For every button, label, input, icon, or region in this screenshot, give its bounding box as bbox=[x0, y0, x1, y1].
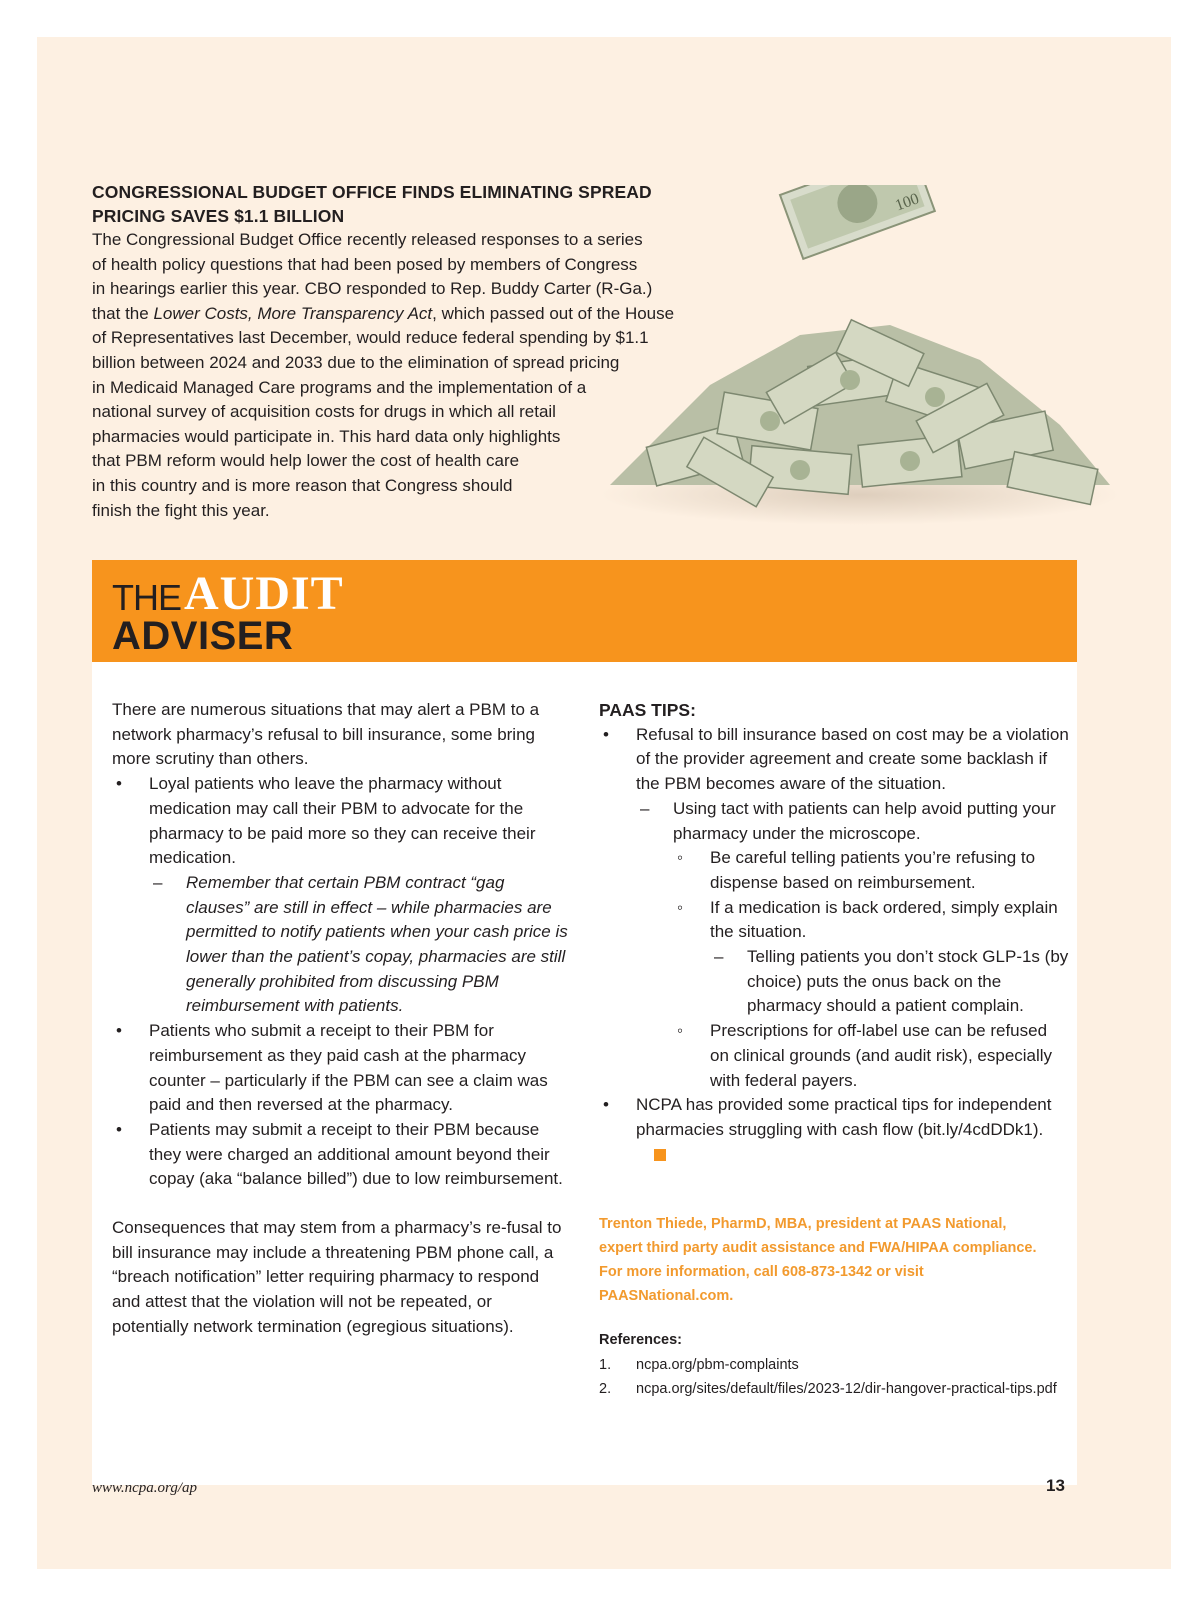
consequences-paragraph: Consequences that may stem from a pharmacy’s re-fusal to bill insurance may include a threatening PBM phone call, a “breach notification” letter requiring pharmacy to respond and attest that the violation will not be repeated, or potentially network termination (egregious situations). bbox=[112, 1218, 562, 1336]
right-column bbox=[599, 698, 1069, 1167]
audit-adviser-section bbox=[92, 560, 1077, 1485]
left-column bbox=[112, 698, 572, 1340]
references-heading: References: bbox=[599, 1332, 683, 1348]
banner-the: THE bbox=[112, 577, 181, 618]
act-name: Lower Costs, More Transparency Act bbox=[153, 303, 433, 323]
svg-text:100: 100 bbox=[893, 190, 922, 215]
author-bio: Trenton Thiede, PharmD, MBA, president at PAAS National, expert third party audit assistance and FWA/HIPAA compliance. For more information, call 608-873-1342 or visit PAASNational.com. bbox=[599, 1216, 1037, 1304]
list-item: ◦ Be careful telling patients you’re refusing to dispense based on reimbursement. bbox=[677, 848, 1036, 892]
audit-adviser-banner bbox=[92, 560, 1077, 662]
cbo-body: The Congressional Budget Office recently released responses to a series of health policy questions that had been posed by members of Congress in hearings earlier this year. CBO responded to Rep. Buddy Carter (R-Ga.) that the Lower Costs, More Transparency Act, which passed out of the House of Representatives last December, would reduce federal spending by $1.1 billion between 2024 and 2033 due to the elimination of spread pricing in Medicaid Managed Care programs and the implementation of a national survey of acquisition costs for drugs in which all retail pharmacies would participate in. This hard data only highlights that PBM reform would help lower the cost of health care in this country and is more reason that Congress should finish the fight this year. bbox=[92, 230, 675, 520]
banner-adviser: ADVISER bbox=[112, 614, 294, 658]
reference-item: 1. ncpa.org/pbm-complaints bbox=[599, 1356, 799, 1373]
list-item: • Patients who submit a receipt to their PBM for reimbursement as they paid cash at the pharmacy counter – particularly if the PBM can see a claim was paid and then reversed at the pharmacy. bbox=[116, 1021, 548, 1115]
list-item: • Loyal patients who leave the pharmacy without medication may call their PBM to advocate for the pharmacy to be paid more so they can receive their medication. – Remember that certain PBM contract “gag clauses” are still in effect – while pharmacies are permitted to notify patients when your cash price is lower than the patient’s copay, pharmacies are still generally prohibited from discussing PBM reimbursement with patients. bbox=[112, 772, 572, 1019]
list-item: ◦ Prescriptions for off-label use can be refused on clinical grounds (and audit risk), especially with federal payers. bbox=[677, 1021, 1053, 1090]
reference-link[interactable]: ncpa.org/sites/default/files/2023-12/dir-hangover-practical-tips.pdf bbox=[636, 1381, 1057, 1397]
list-item: – Using tact with patients can help avoid putting your pharmacy under the microscope. ◦ Be careful telling patients you’re refusing to dispense based on reimbursement. ◦ If a medication is back ordered, simply explain the situation. – Telling patients you don’t stock GLP-1s (by choice) puts the onus back on the pharmacy should a patient complain. ◦ Prescriptions for off-label use can be refused on clinical grounds (and audit risk), especially with federal payers. bbox=[636, 797, 1069, 1093]
footer-url[interactable]: www.ncpa.org/ap bbox=[92, 1480, 198, 1496]
paas-tips-heading: PAAS TIPS: bbox=[599, 700, 696, 720]
list-item: • NCPA has provided some practical tips for independent pharmacies struggling with cash flow (bit.ly/4cdDDk1). bbox=[599, 1093, 1069, 1167]
banner-audit: AUDIT bbox=[184, 567, 344, 620]
list-item: • Patients may submit a receipt to their PBM because they were charged an additional amount beyond their copay (aka “balance billed”) due to low reimbursement. bbox=[116, 1119, 563, 1189]
list-item: ◦ If a medication is back ordered, simply explain the situation. – Telling patients you don’t stock GLP-1s (by choice) puts the onus back on the pharmacy should a patient complain. bbox=[673, 896, 1069, 1020]
paas-tips-list bbox=[599, 723, 1069, 1168]
intro-paragraph: There are numerous situations that may alert a PBM to a network pharmacy’s refusal to bill insurance, some bring more scrutiny than others. bbox=[112, 700, 540, 769]
list-item: – Remember that certain PBM contract “gag clauses” are still in effect – while pharmacies are permitted to notify patients when your cash price is lower than the patient’s copay, pharmacies are still generally prohibited from discussing PBM reimbursement with patients. bbox=[153, 872, 568, 1016]
gag-clause-note: Remember that certain PBM contract “gag clauses” are still in effect – while pharmacies are permitted to notify patients when your cash price is lower than the patient’s copay, pharmacies are still generally prohibited from discussing PBM reimbursement with patients. bbox=[186, 872, 568, 1016]
list-item: • Refusal to bill insurance based on cost may be a violation of the provider agreement and create some backlash if the PBM becomes aware of the situation. – Using tact with patients can help avoid putting your pharmacy under the microscope. ◦ Be careful telling patients you’re refusing to dispense based on reimbursement. ◦ If a medication is back ordered, simply explain the situation. – Telling patients you don’t stock GLP-1s (by choice) puts the onus back on the pharmacy should a patient complain. ◦ Prescriptions for off-label use can be refused on clinical grounds (and audit risk), especially with federal payers. bbox=[599, 723, 1069, 1094]
end-mark-square bbox=[654, 1149, 666, 1161]
cbo-heading: CONGRESSIONAL BUDGET OFFICE FINDS ELIMINATING SPREAD PRICING SAVES $1.1 BILLION bbox=[92, 182, 652, 226]
list-item: – Telling patients you don’t stock GLP-1s (by choice) puts the onus back on the pharmacy should a patient complain. bbox=[714, 947, 1069, 1016]
reference-item: 2. ncpa.org/sites/default/files/2023-12/dir-hangover-practical-tips.pdf bbox=[599, 1381, 1057, 1397]
page-number: 13 bbox=[1046, 1476, 1065, 1495]
references bbox=[599, 1328, 1069, 1402]
reference-link[interactable]: ncpa.org/pbm-complaints bbox=[636, 1356, 799, 1373]
scrutiny-list bbox=[112, 772, 572, 1192]
money-pile-image bbox=[590, 185, 1130, 545]
